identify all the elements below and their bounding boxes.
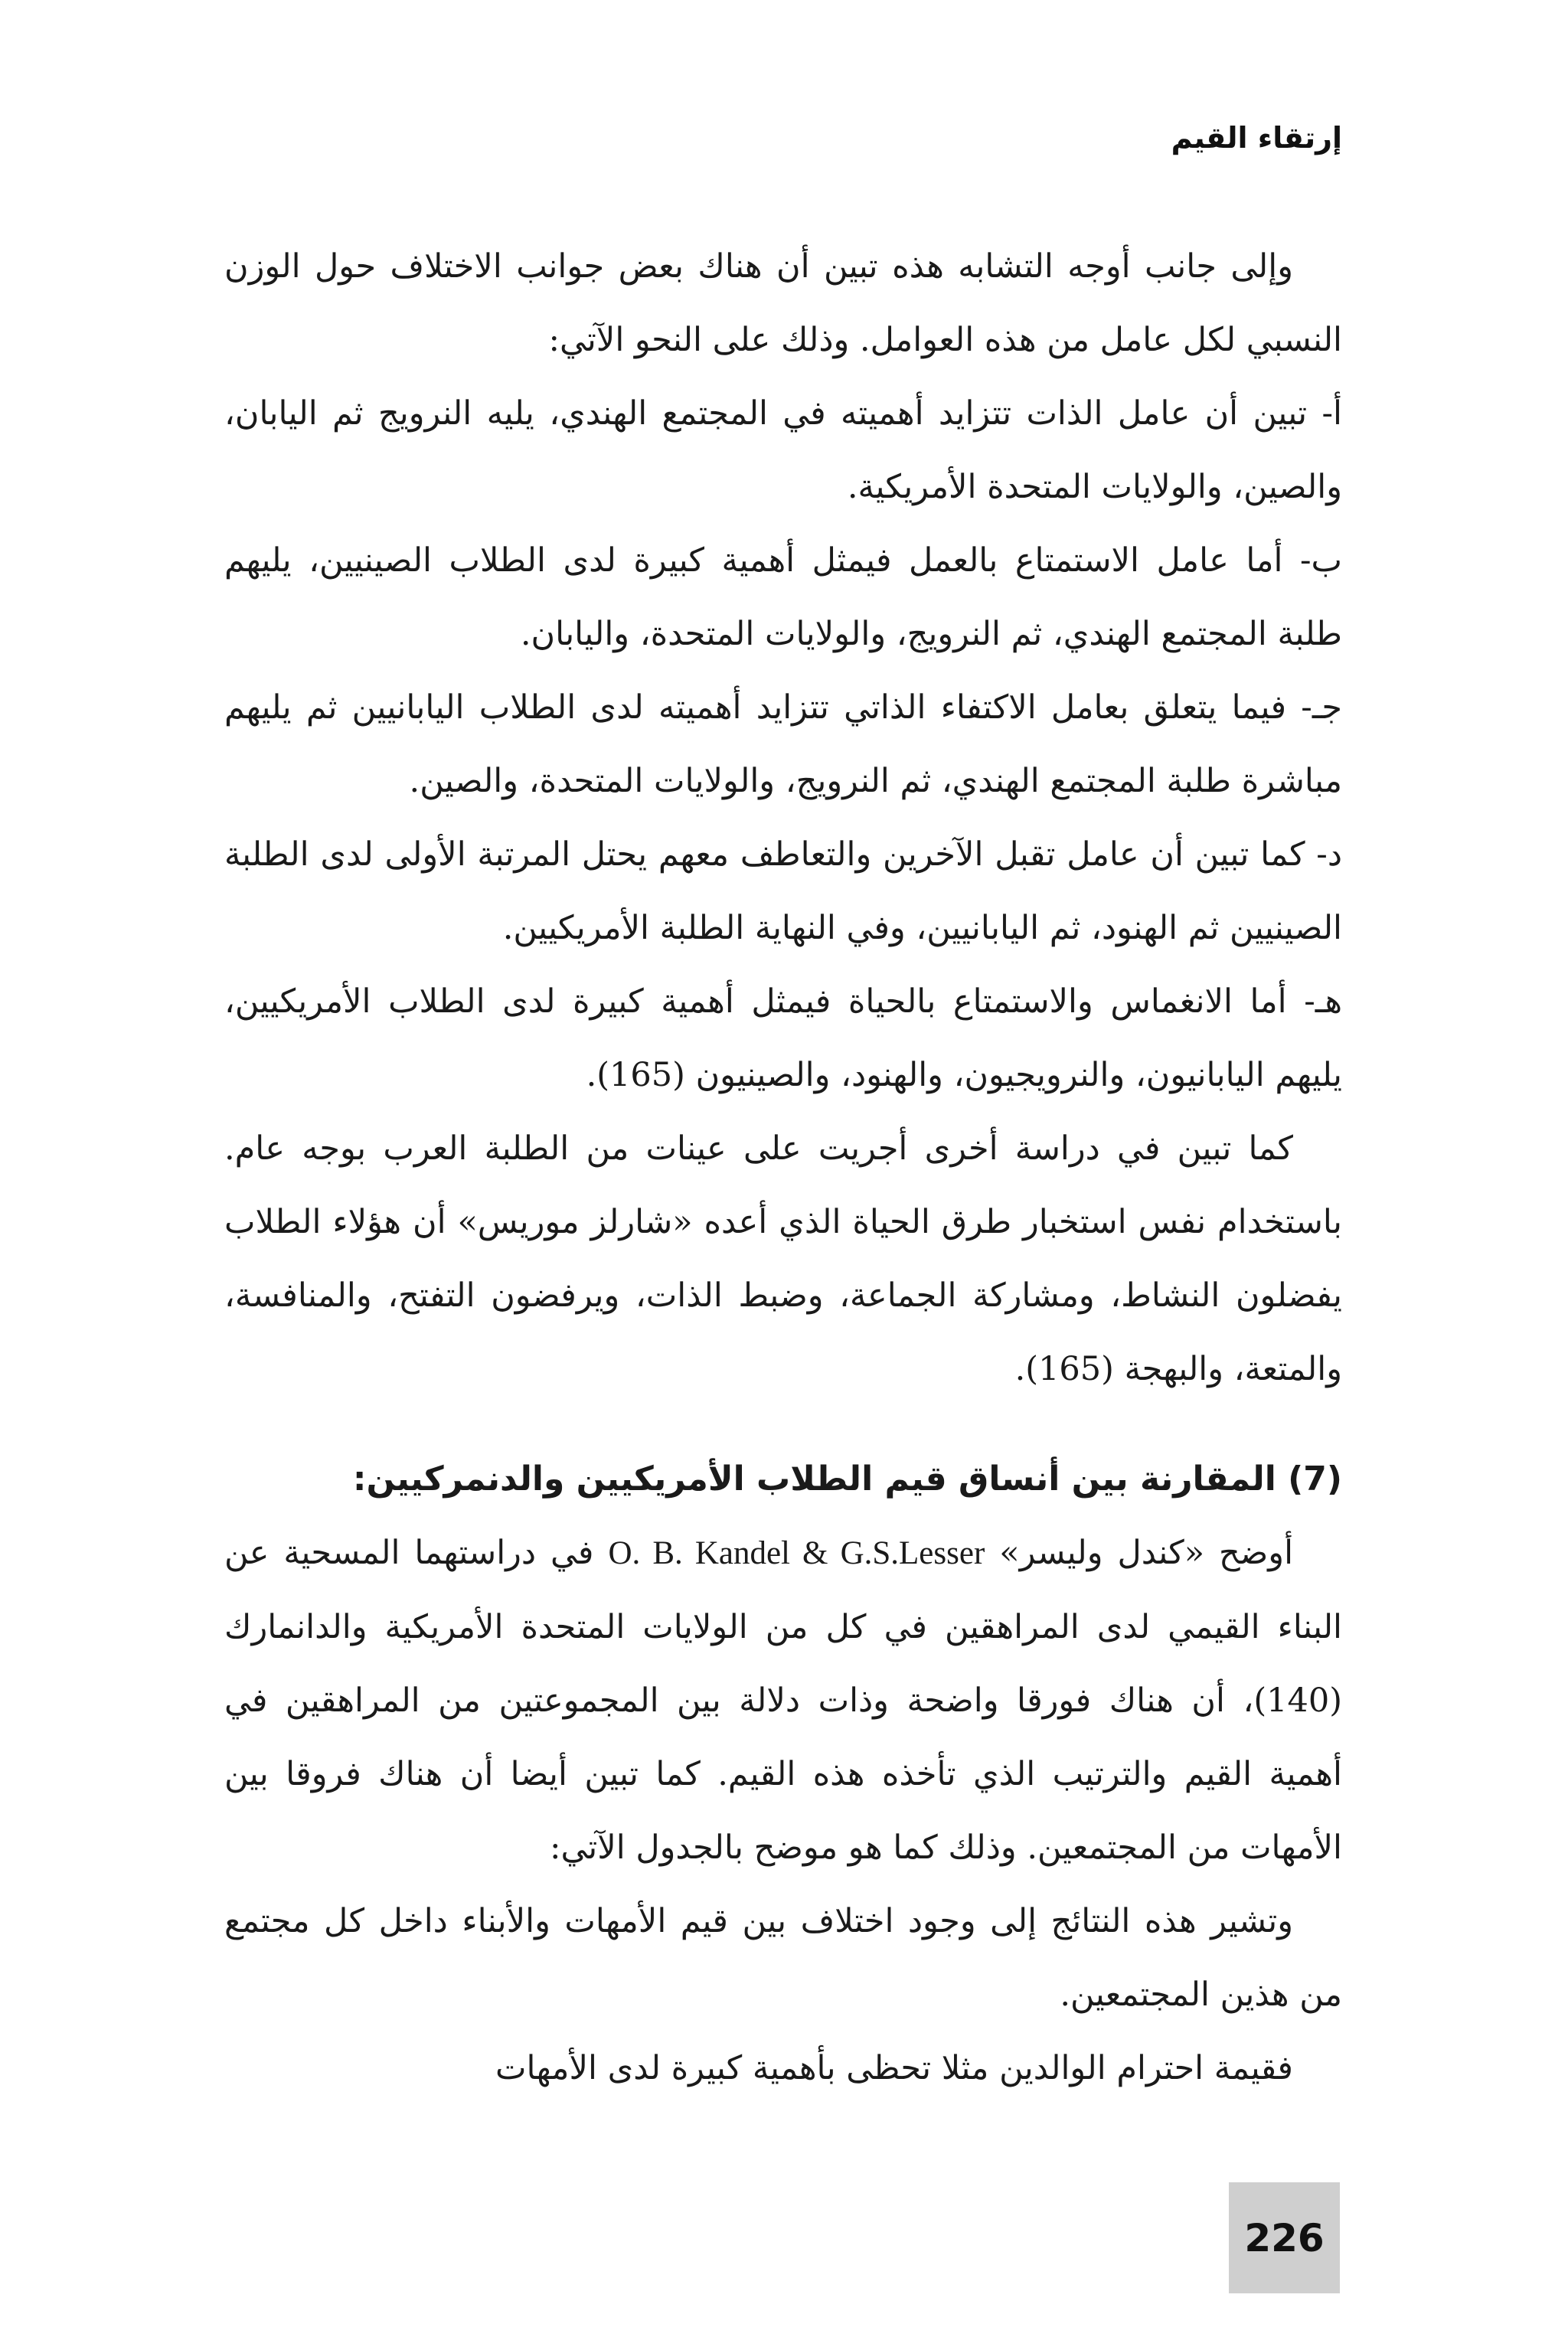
paragraph-results: وتشير هذه النتائج إلى وجود اختلاف بين قيم الأمهات والأبناء داخل كل مجتمع من هذين المجتمعين. xyxy=(224,1902,1342,2014)
paragraph-item-e: هـ- أما الانغماس والاستمتاع بالحياة فيمثل أهمية كبيرة لدى الطلاب الأمريكيين، يليهم اليابانيون، والنرويجيون، والهنود، والصينيون (165). xyxy=(224,982,1342,1094)
paragraph-differences-intro: وإلى جانب أوجه التشابه هذه تبين أن هناك بعض جوانب الاختلاف حول الوزن النسبي لكل عامل من هذه العوامل. وذلك على النحو الآتي: xyxy=(224,247,1342,359)
section-heading: (7) المقارنة بين أنساق قيم الطلاب الأمريكيين والدنمركيين: xyxy=(352,1459,1342,1499)
running-title: إرتقاء القيم xyxy=(1171,121,1342,155)
body-text xyxy=(224,230,1342,2105)
intro-before: أوضح «كندل وليسر» xyxy=(999,1534,1294,1572)
page-number: 226 xyxy=(1244,2215,1325,2260)
paragraph-item-a: أ- تبين أن عامل الذات تتزايد أهميته في المجتمع الهندي، يليه النرويج ثم اليابان، والصين، والولايات المتحدة الأمريكية. xyxy=(224,394,1342,506)
intro-after: في دراستهما المسحية عن البناء القيمي لدى المراهقين في كل من الولايات المتحدة الأمريكية والدانمارك (140)، أن هناك فورقا واضحة وذات دلالة بين المجموعتين من المراهقين في أهمية القيم والترتيب الذي تأخذه هذه القيم. كما تبين أيضا أن هناك فروقا بين الأمهات من المجتمعين. وذلك كما هو موضح بالجدول الآتي: xyxy=(224,1534,1342,1867)
paragraph-parents-respect: فقيمة احترام الوالدين مثلا تحظى بأهمية كبيرة لدى الأمهات xyxy=(495,2049,1293,2087)
paragraph-item-c: جـ- فيما يتعلق بعامل الاكتفاء الذاتي تتزايد أهميته لدى الطلاب اليابانيين ثم يليهم مباشرة طلبة المجتمع الهندي، ثم النرويج، والولايات المتحدة، والصين. xyxy=(224,688,1342,800)
paragraph-item-d: د- كما تبين أن عامل تقبل الآخرين والتعاطف معهم يحتل المرتبة الأولى لدى الطلبة الصينيين ثم الهنود، ثم اليابانيين، وفي النهاية الطلبة الأمريكيين. xyxy=(224,835,1342,947)
page-number-box xyxy=(1229,2182,1340,2293)
paragraph-kandel-lesser xyxy=(224,1516,1342,1884)
author-names-latin: O. B. Kandel & G.S.Lesser xyxy=(608,1535,985,1571)
paragraph-arab-students: كما تبين في دراسة أخرى أجريت على عينات من الطلبة العرب بوجه عام. باستخدام نفس استخبار طرق الحياة الذي أعده «شارلز موريس» أن هؤلاء الطلاب يفضلون النشاط، ومشاركة الجماعة، وضبط الذات، ويرفضون التفتح، والمنافسة، والمتعة، والبهجة (165). xyxy=(224,1129,1342,1388)
paragraph-item-b: ب- أما عامل الاستمتاع بالعمل فيمثل أهمية كبيرة لدى الطلاب الصينيين، يليهم طلبة المجتمع الهندي، ثم النرويج، والولايات المتحدة، واليابان. xyxy=(224,541,1342,653)
